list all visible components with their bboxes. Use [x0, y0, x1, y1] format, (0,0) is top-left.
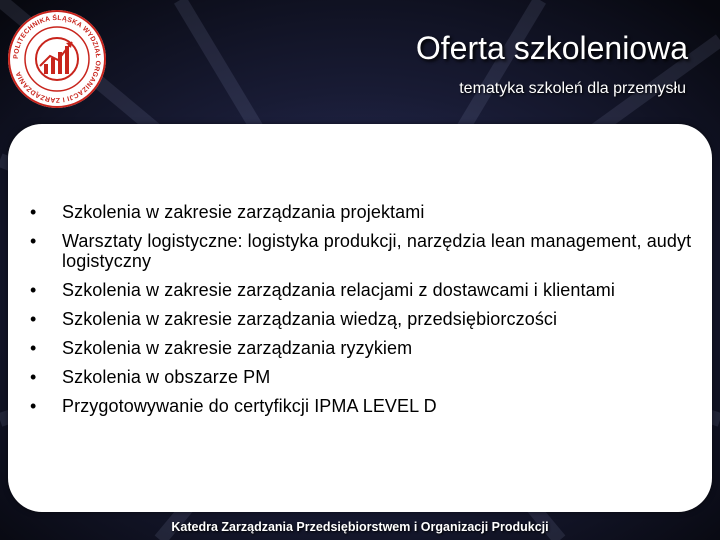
bullet-icon: •	[30, 338, 37, 358]
training-topics-list	[28, 202, 698, 425]
bullet-icon: •	[30, 202, 37, 222]
list-item	[28, 280, 698, 300]
footer-department: Katedra Zarządzania Przedsiębiorstwem i Organizacji Produkcji	[171, 520, 549, 534]
slide-subtitle: tematyka szkoleń dla przemysłu	[459, 80, 686, 97]
list-item	[28, 396, 698, 416]
list-item-text: Szkolenia w zakresie zarządzania relacjami z dostawcami i klientami	[62, 280, 615, 300]
bullet-icon: •	[30, 280, 37, 300]
list-item	[28, 231, 698, 271]
seal-ring-text: POLITECHNIKA ŚLĄSKA WYDZIAŁ ORGANIZACJI I ZARZĄDZANIA	[12, 14, 102, 104]
list-item-text: Warsztaty logistyczne: logistyka produkcji, narzędzia lean management, audyt logistyczny	[62, 231, 692, 271]
list-item-text: Szkolenia w obszarze PM	[62, 367, 271, 387]
list-item-text: Przygotowywanie do certyfikcji IPMA LEVEL D	[62, 396, 437, 416]
list-item	[28, 367, 698, 387]
bullet-icon: •	[30, 231, 37, 251]
slide-title: Oferta szkoleniowa	[415, 30, 688, 66]
bullet-icon: •	[30, 309, 37, 329]
university-seal-icon	[6, 8, 108, 110]
list-item-text: Szkolenia w zakresie zarządzania ryzykiem	[62, 338, 413, 358]
list-item	[28, 202, 698, 222]
list-item-text: Szkolenia w zakresie zarządzania projektami	[62, 202, 425, 222]
bullet-icon: •	[30, 367, 37, 387]
list-item	[28, 309, 698, 329]
list-item	[28, 338, 698, 358]
list-item-text: Szkolenia w zakresie zarządzania wiedzą, przedsiębiorczości	[62, 309, 558, 329]
bullet-icon: •	[30, 396, 37, 416]
